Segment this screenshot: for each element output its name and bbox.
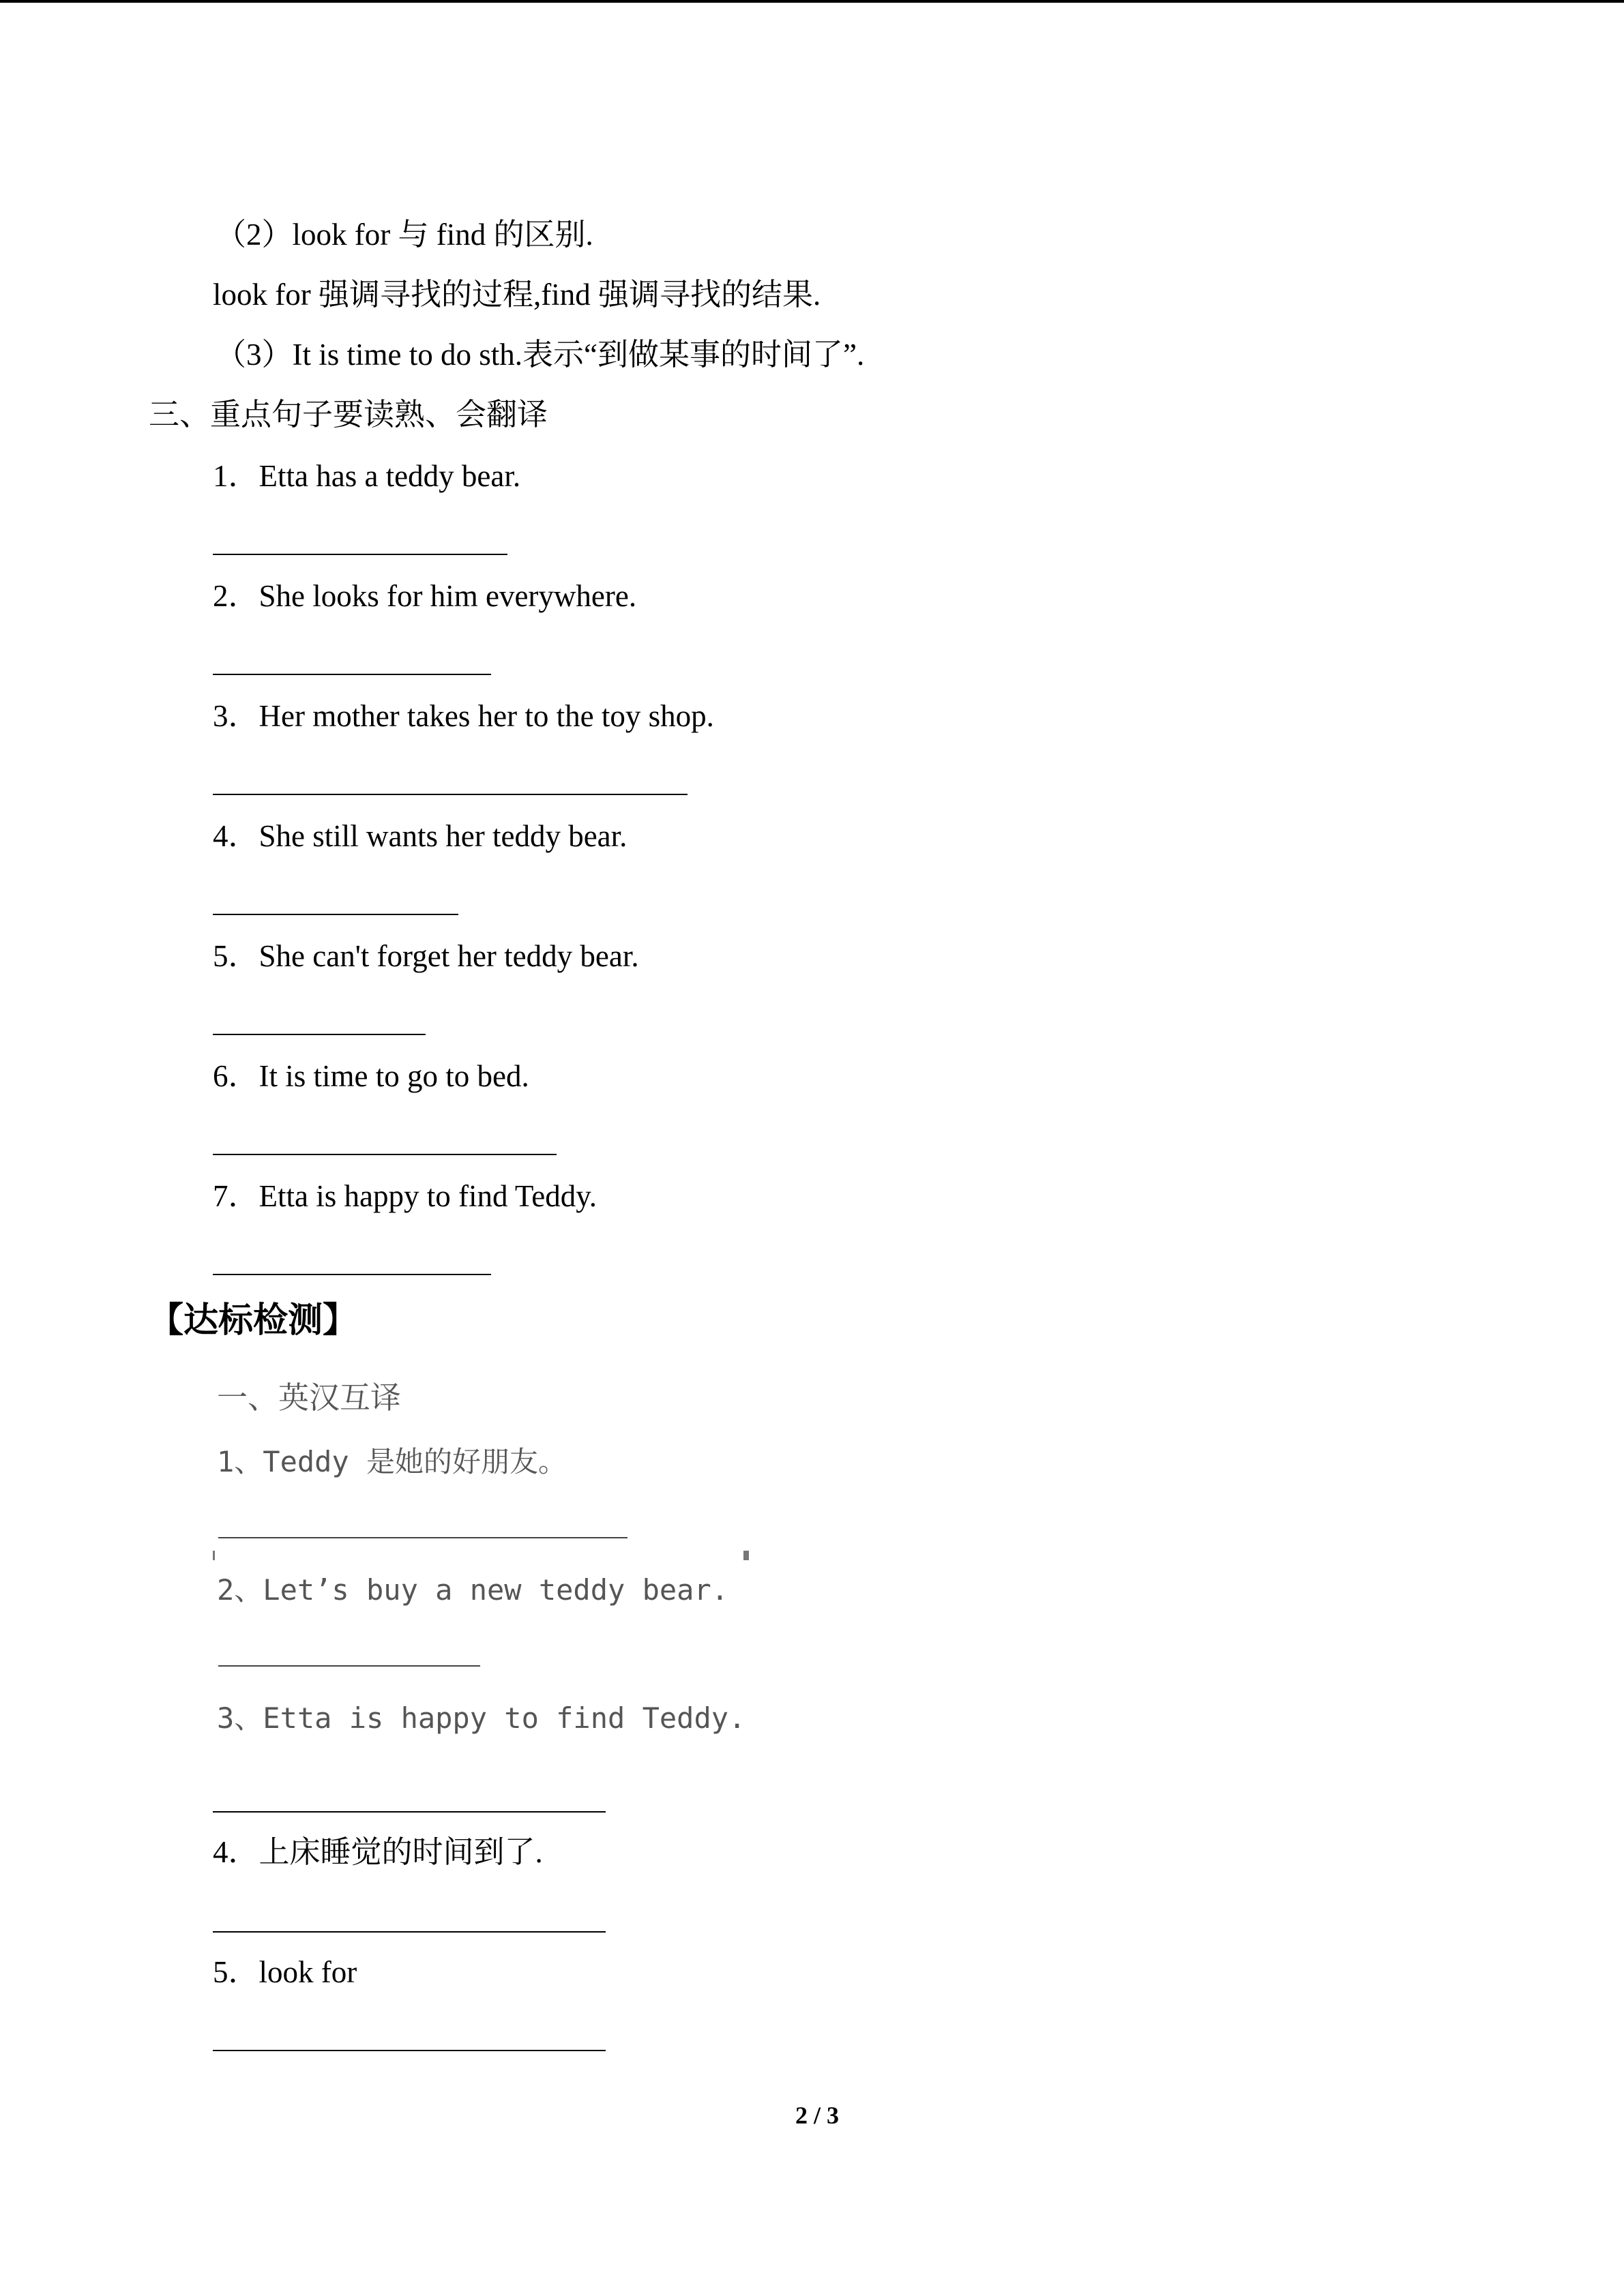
practice-sub-heading: 一、英汉互译 (217, 1381, 402, 1415)
answer-blank-6[interactable] (213, 1154, 557, 1155)
sentence-6: 6．It is time to go to bed. (213, 1059, 529, 1093)
sentence-3: 3．Her mother takes her to the toy shop. (213, 699, 714, 733)
page-number: 2 / 3 (795, 2102, 840, 2129)
practice-item-1: 1、Teddy 是她的好朋友。 (217, 1445, 567, 1478)
answer-blank-1[interactable] (213, 554, 507, 555)
practice-answer-blank-2[interactable] (218, 1665, 480, 1667)
answer-blank-2[interactable] (213, 674, 491, 675)
practice-item-5: 5．look for (213, 1955, 357, 1989)
answer-blank-7[interactable] (213, 1274, 491, 1275)
note-look-for-detail: look for 强调寻找的过程,find 强调寻找的结果. (213, 278, 821, 312)
section-heading-key-sentences: 三、重点句子要读熟、会翻译 (149, 398, 548, 432)
section-heading-practice-test: 【达标检测】 (149, 1300, 358, 1341)
answer-blank-3[interactable] (213, 794, 688, 795)
practice-answer-blank-4[interactable] (213, 1931, 606, 1933)
practice-item-2: 2、Let’s buy a new teddy bear. (217, 1573, 729, 1607)
answer-blank-5[interactable] (213, 1034, 426, 1035)
practice-answer-blank-3[interactable] (213, 1811, 606, 1813)
sentence-1: 1．Etta has a teddy bear. (213, 459, 521, 493)
note-it-is-time: （3）It is time to do sth.表示“到做某事的时间了”. (216, 338, 865, 372)
text-box-corner-mark-left (213, 1551, 215, 1560)
sentence-2: 2．She looks for him everywhere. (213, 579, 637, 613)
practice-answer-blank-5[interactable] (213, 2050, 606, 2051)
practice-item-4: 4．上床睡觉的时间到了. (213, 1835, 543, 1869)
note-look-for-vs-find: （2）look for 与 find 的区别. (216, 218, 593, 252)
sentence-7: 7．Etta is happy to find Teddy. (213, 1179, 597, 1213)
practice-item-3: 3、Etta is happy to find Teddy. (217, 1701, 746, 1735)
answer-blank-4[interactable] (213, 914, 458, 915)
practice-answer-blank-1[interactable] (218, 1537, 628, 1538)
page-top-border (0, 0, 1624, 3)
sentence-5: 5．She can't forget her teddy bear. (213, 939, 639, 973)
text-box-corner-mark-right (743, 1551, 749, 1560)
sentence-4: 4．She still wants her teddy bear. (213, 819, 628, 853)
